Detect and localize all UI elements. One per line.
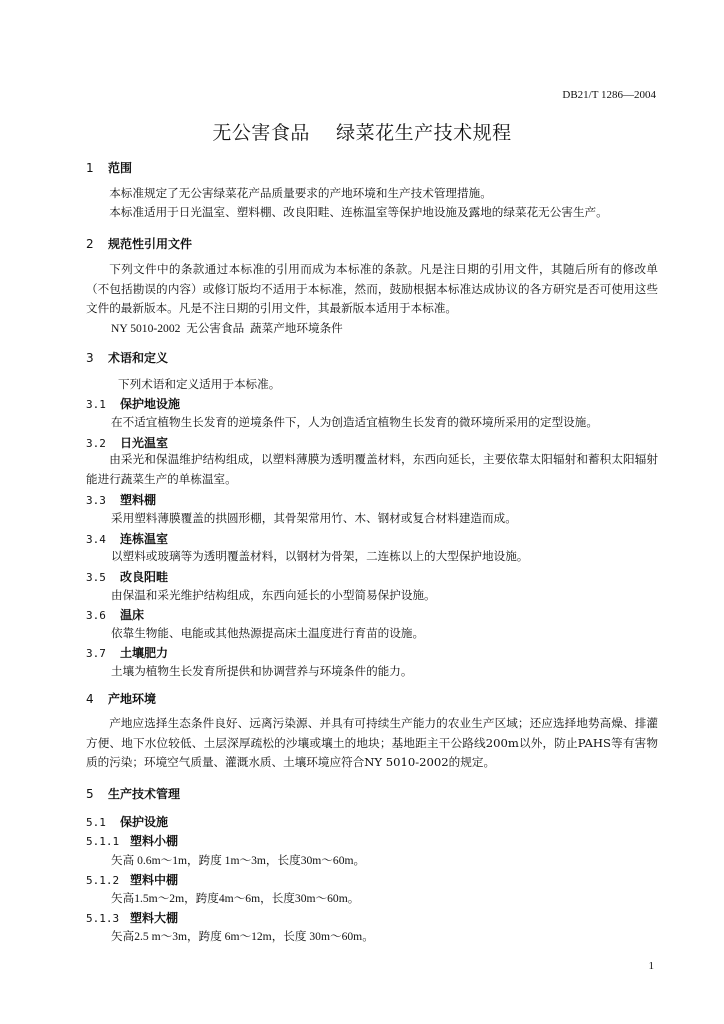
term-number: 3.2 <box>86 437 106 450</box>
term-3-3-heading <box>86 491 156 508</box>
section-title: 规范性引用文件 <box>108 237 193 251</box>
term-3-1-definition: 在不适宜植物生长发育的逆境条件下，人为创造适宜植物生长发育的微环境所采用的定型设施。 <box>111 415 598 429</box>
term-number: 3.5 <box>86 571 106 584</box>
term-number: 3.7 <box>86 647 106 660</box>
item-5-1-1-heading <box>86 832 178 849</box>
term-3-7-definition: 土壤为植物生长发育所提供和协调营养与环境条件的能力。 <box>111 664 413 678</box>
document-title: 无公害食品 绿菜花生产技术规程 <box>212 122 512 144</box>
item-5-1-2-text: 矢高1.5m～2m，跨度4m～6m，长度30m～60m。 <box>111 892 360 905</box>
term-number: 3.4 <box>86 533 106 546</box>
item-title: 塑料中棚 <box>130 873 179 887</box>
item-5-1-2-heading <box>86 871 178 888</box>
term-title: 日光温室 <box>120 436 169 450</box>
term-title: 保护地设施 <box>120 397 181 411</box>
term-3-6-heading <box>86 606 144 623</box>
standard-code: DB21/T 1286—2004 <box>562 89 656 101</box>
item-number: 5.1.3 <box>86 912 120 925</box>
term-title: 连栋温室 <box>120 532 169 546</box>
section-title: 生产技术管理 <box>108 787 181 801</box>
section-1-paragraph-2: 本标准适用于日光温室、塑料棚、改良阳畦、连栋温室等保护地设施及露地的绿菜花无公害生产。 <box>109 205 608 219</box>
term-3-2-definition: 由采光和保温维护结构组成，以塑料薄膜为透明覆盖材料，东西向延长，主要依靠太阳辐射和蓄积太阳辐射能进行蔬菜生产的单栋温室。 <box>86 452 658 486</box>
subsection-5-1-heading <box>86 813 168 830</box>
item-title: 塑料小棚 <box>130 834 179 848</box>
section-5-heading <box>86 785 180 802</box>
item-5-1-3-heading <box>86 909 178 926</box>
item-5-1-1-text: 矢高 0.6m～1m，跨度 1m～3m，长度30m～60m。 <box>111 854 366 867</box>
term-number: 3.6 <box>86 609 106 622</box>
section-3-intro: 下列术语和定义适用于本标准。 <box>118 377 281 391</box>
term-3-6-definition: 依靠生物能、电能或其他热源提高床土温度进行育苗的设施。 <box>111 626 425 640</box>
section-2-paragraph: 下列文件中的条款通过本标准的引用而成为本标准的条款。凡是注日期的引用文件，其随后所有的修改单（不包括勘误的内容）或修订版均不适用于本标准，然而，鼓励根据本标准达成协议的各方研究是否可使用这些文件的最新版本。凡是不注日期的引用文件，其最新版本适用于本标准。 <box>86 262 658 316</box>
normative-reference: NY 5010-2002 无公害食品 蔬菜产地环境条件 <box>111 322 343 335</box>
term-3-7-heading <box>86 644 168 661</box>
section-number: 3 <box>86 351 94 365</box>
section-3-heading <box>86 349 168 366</box>
section-title: 产地环境 <box>108 692 157 706</box>
term-number: 3.1 <box>86 398 106 411</box>
term-title: 塑料棚 <box>120 493 157 507</box>
section-number: 4 <box>86 692 94 706</box>
term-title: 土壤肥力 <box>120 646 169 660</box>
section-number: 2 <box>86 237 94 251</box>
section-1-heading <box>86 159 132 176</box>
term-3-2-heading <box>86 434 168 451</box>
section-4-paragraph: 产地应选择生态条件良好、远离污染源、并具有可持续生产能力的农业生产区域；还应选择地势高燥、排灌方便、地下水位较低、土层深厚疏松的沙壤或壤土的地块；基地距主干公路线200m以外，防止PAHS等有害物质的污染；环境空气质量、灌溉水质、土壤环境应符合NY 5010-2002的规定。 <box>86 716 658 770</box>
subsection-title: 保护设施 <box>120 815 169 829</box>
section-1-paragraph-1: 本标准规定了无公害绿菜花产品质量要求的产地环境和生产技术管理措施。 <box>109 186 492 200</box>
term-title: 温床 <box>120 608 145 622</box>
section-title: 范围 <box>108 161 133 175</box>
section-title: 术语和定义 <box>108 351 169 365</box>
section-2-heading <box>86 235 192 252</box>
term-3-1-heading <box>86 395 180 412</box>
term-3-3-definition: 采用塑料薄膜覆盖的拱圆形棚，其骨架常用竹、木、钢材或复合材料建造而成。 <box>111 511 517 525</box>
item-number: 5.1.2 <box>86 874 120 887</box>
section-number: 1 <box>86 161 94 175</box>
term-title: 改良阳畦 <box>120 570 169 584</box>
item-number: 5.1.1 <box>86 835 120 848</box>
section-4-heading <box>86 690 156 707</box>
section-number: 5 <box>86 787 94 801</box>
term-3-4-heading <box>86 530 168 547</box>
term-3-5-definition: 由保温和采光维护结构组成，东西向延长的小型简易保护设施。 <box>111 588 436 602</box>
page-number: 1 <box>648 960 654 972</box>
term-3-5-heading <box>86 568 168 585</box>
subsection-number: 5.1 <box>86 816 106 829</box>
term-3-4-definition: 以塑料或玻璃等为透明覆盖材料，以钢材为骨架，二连栋以上的大型保护地设施。 <box>111 549 529 563</box>
item-title: 塑料大棚 <box>130 911 179 925</box>
term-number: 3.3 <box>86 494 106 507</box>
item-5-1-3-text: 矢高2.5 m～3m，跨度 6m～12m，长度 30m～60m。 <box>111 930 374 943</box>
